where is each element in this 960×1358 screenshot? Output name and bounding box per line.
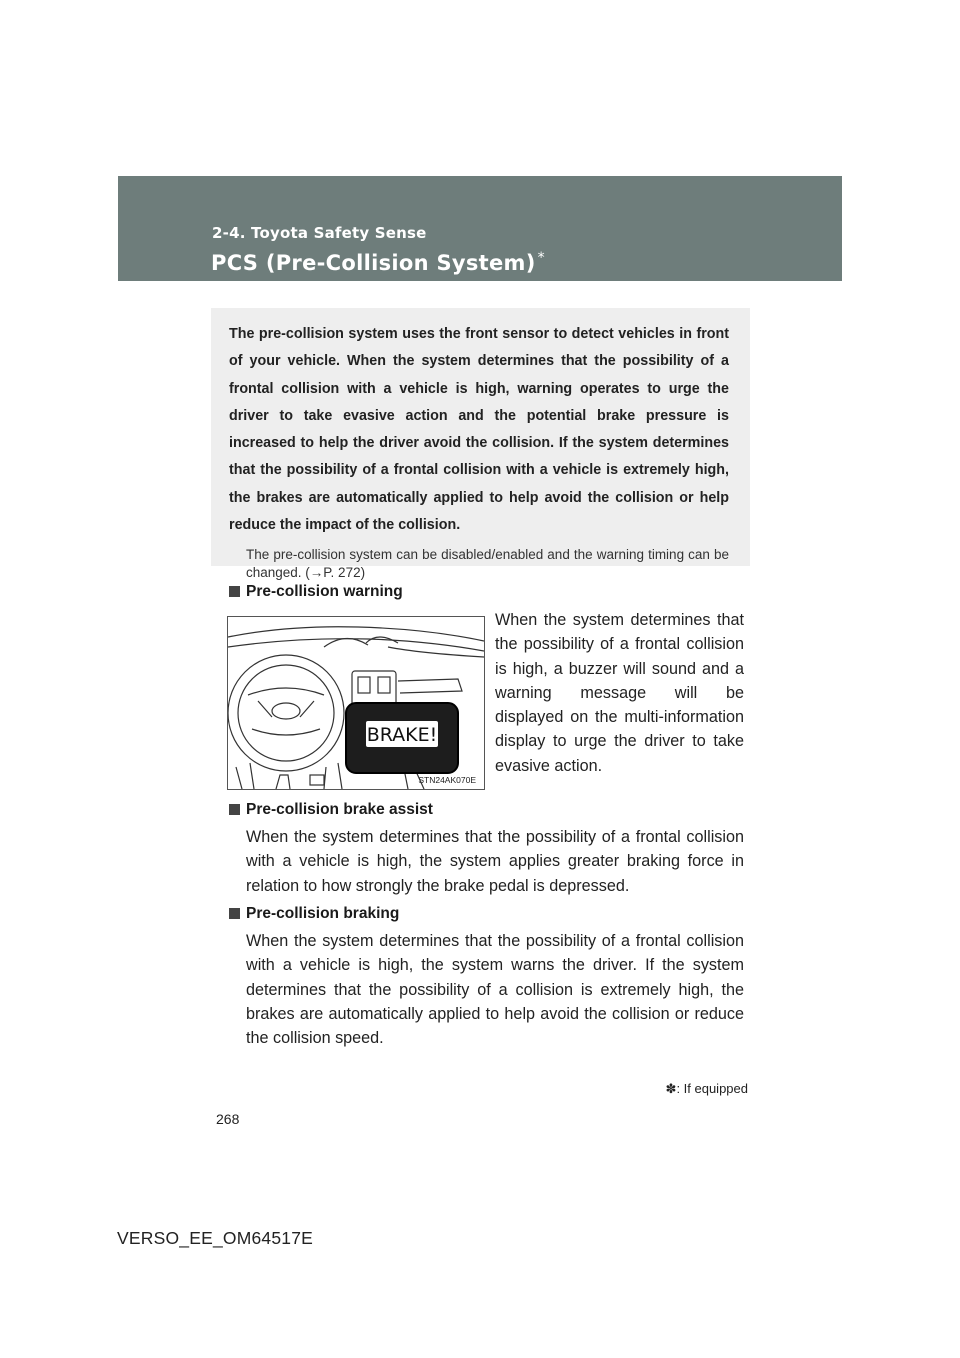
brake-warning-text: BRAKE!	[366, 724, 438, 746]
pre-collision-braking-text: When the system determines that the possibility of a frontal collision with a vehicle is high, the system warns the driver. If the system determines that the possibility of a collision is extremely high, the brakes are automatically applied to help avoid the collision or reduce the collision speed.	[246, 932, 744, 1048]
document-code: VERSO_EE_OM64517E	[117, 1228, 314, 1248]
section-label: 2-4. Toyota Safety Sense	[212, 224, 427, 242]
intro-box	[211, 308, 750, 581]
heading-pre-collision-brake-assist	[229, 801, 433, 819]
heading-text: Pre-collision brake assist	[246, 801, 433, 818]
heading-text: Pre-collision braking	[246, 905, 400, 922]
page-number: 268	[216, 1111, 240, 1127]
dashboard-drawing	[228, 617, 484, 789]
square-bullet-icon	[229, 908, 240, 919]
page-title	[211, 250, 545, 275]
dashboard-illustration	[227, 616, 485, 790]
heading-text: Pre-collision warning	[246, 583, 403, 600]
footnote	[666, 1081, 748, 1097]
page-title-text: PCS (Pre-Collision System)	[211, 251, 536, 275]
figure-code: STN24AK070E	[418, 775, 476, 785]
footnote-text: : If equipped	[676, 1081, 748, 1096]
square-bullet-icon	[229, 804, 240, 815]
heading-pre-collision-braking	[229, 905, 399, 923]
pre-collision-warning-text: When the system determines that the possibility of a frontal collision is high, a buzzer will sound and a warning message will be displayed on the multi-information display to urge the driver to take evasive action.	[495, 611, 744, 775]
pre-collision-brake-assist-text: When the system determines that the possibility of a frontal collision with a vehicle is high, the system applies greater braking force in relation to how strongly the brake pedal is depressed.	[246, 828, 744, 895]
square-bullet-icon	[229, 586, 240, 597]
asterisk-icon: *	[537, 250, 545, 266]
intro-note: The pre-collision system can be disabled/enabled and the warning timing can be changed. (→P. 272)	[246, 547, 729, 581]
heading-pre-collision-warning	[229, 583, 403, 601]
intro-text: The pre-collision system uses the front sensor to detect vehicles in front of your vehicle. When the system determines that the possibility of a frontal collision with a vehicle is high, warning operates to urge the driver to take evasive action and the potential brake pressure is increased to help the driver avoid the collision. If the system determines that the possibility of a frontal collision with a vehicle is extremely high, the brakes are automatically applied to help avoid the collision or help reduce the impact of the collision.	[229, 326, 729, 534]
footnote-star-icon: ✽	[665, 1081, 677, 1096]
